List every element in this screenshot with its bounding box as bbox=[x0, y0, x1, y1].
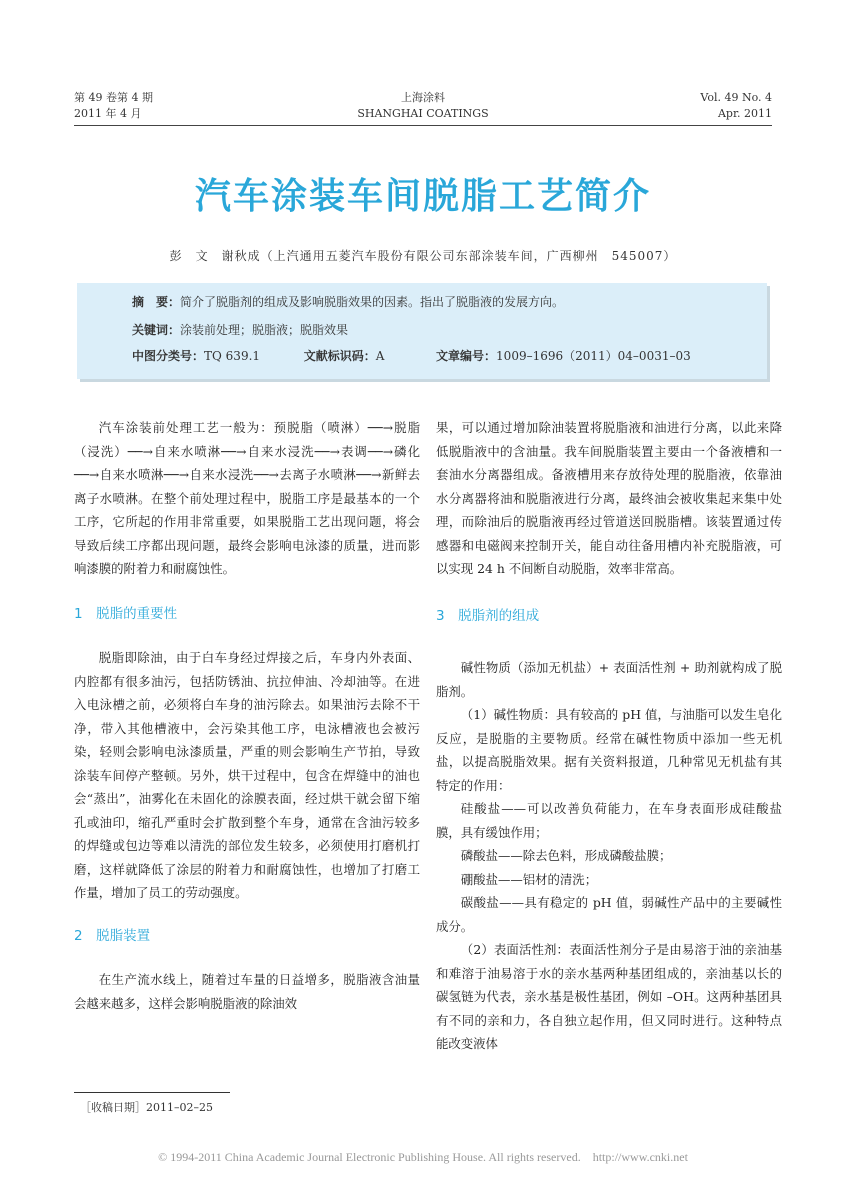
abstract-box bbox=[77, 283, 767, 379]
clc-label: 中图分类号： bbox=[132, 349, 205, 363]
body-paragraph: 果，可以通过增加除油装置将脱脂液和油进行分离，以此来降低脱脂液中的含油量。我车间脱脂装置主要由一个备液槽和一套油水分离器组成。备液槽用来存放待处理的脱脂液，依靠油水分离器将油和脱脂液进行分离，最终油会被收集起来集中处理，而除油后的脱脂液再经过管道送回脱脂槽。该装置通过传感器和电磁阀来控制开关，能自动往备用槽内补充脱脂液，可以实现 24 h 不间断自动脱脂，效率非常高。 bbox=[436, 420, 782, 576]
classification-line bbox=[132, 347, 691, 364]
abstract-line bbox=[132, 293, 564, 310]
journal-name-cn: 上海涂料 bbox=[401, 91, 445, 104]
section-heading: 2 脱脂装置 bbox=[74, 927, 151, 944]
abstract-label: 摘 要： bbox=[132, 295, 181, 309]
article-number-value: 1009–1696（2011）04–0031–03 bbox=[496, 349, 691, 363]
abstract-text: 简介了脱脂剂的组成及影响脱脂效果的因素。指出了脱脂液的发展方向。 bbox=[180, 295, 565, 309]
right-column bbox=[436, 416, 782, 1056]
list-item: 碳酸盐——具有稳定的 pH 值，弱碱性产品中的主要碱性成分。 bbox=[436, 895, 782, 934]
copyright-notice: © 1994-2011 China Academic Journal Electronic Publishing House. All rights reserved. http://www.cnki.net bbox=[158, 1150, 688, 1164]
article-number-label: 文章编号： bbox=[436, 349, 497, 363]
journal-issue-en bbox=[700, 90, 772, 122]
list-item: 磷酸盐——除去色料，形成磷酸盐膜； bbox=[460, 848, 672, 863]
keywords-line bbox=[132, 321, 348, 338]
volume-issue-en: Vol. 49 No. 4 bbox=[700, 91, 772, 104]
section-heading: 1 脱脂的重要性 bbox=[74, 605, 178, 622]
list-item: （1）碱性物质：具有较高的 pH 值，与油脂可以发生皂化反应，是脱脂的主要物质。经常在碱性物质中添加一些无机盐，以提高脱脂效果。据有关资料报道，几种常见无机盐有其特定的作用： bbox=[436, 707, 782, 793]
keywords-label: 关键词： bbox=[132, 323, 181, 337]
list-item: 硅酸盐——可以改善负荷能力，在车身表面形成硅酸盐膜，具有缓蚀作用； bbox=[436, 801, 782, 840]
body-paragraph: 在生产流水线上，随着过车量的日益增多，脱脂液含油量会越来越多，这样会影响脱脂液的除油效 bbox=[74, 972, 420, 1011]
paper-title: 汽车涂装车间脱脂工艺简介 bbox=[194, 176, 651, 217]
left-column bbox=[74, 416, 420, 1015]
clc-value: TQ 639.1 bbox=[204, 349, 261, 363]
body-paragraph: 碱性物质（添加无机盐）+ 表面活性剂 + 助剂就构成了脱脂剂。 bbox=[436, 660, 782, 699]
issue-date: 2011 年 4 月 bbox=[74, 107, 142, 120]
body-paragraph: 脱脂即除油，由于白车身经过焊接之后，车身内外表面、内腔都有很多油污，包括防锈油、抗拉伸油、冷却油等。在进入电泳槽之前，必须将白车身的油污除去。如果油污去除不干净，带入其他槽液中，会污染其他工序，电泳槽液也会被污染，轻则会影响电泳漆质量，严重的则会影响生产节拍，导致涂装车间停产整顿。另外，烘干过程中，包含在焊缝中的油也会“蒸出”，油雾化在未固化的涂膜表面，经过烘干就会留下缩孔或油印，缩孔严重时会扩散到整个车身，通常在含油污较多的焊缝或包边等难以清洗的部位发生较多，必须使用打磨机打磨，这样就降低了涂层的附着力和耐腐蚀性，也增加了打磨工作量，增加了员工的劳动强度。 bbox=[74, 650, 420, 900]
authors-affiliation: 彭 文 谢秋成（上汽通用五菱汽车股份有限公司东部涂装车间，广西柳州 545007） bbox=[169, 249, 677, 263]
intro-paragraph: 汽车涂装前处理工艺一般为：预脱脂（喷淋）──→脱脂（浸洗）──→自来水喷淋──→自来水浸洗──→表调──→磷化──→自来水喷淋──→自来水浸洗──→去离子水喷淋──→新鲜去离子水喷淋。在整个前处理过程中，脱脂工序是最基本的一个工序，它所起的作用非常重要，如果脱脂工艺出现问题，将会导致后续工序都出现问题，最终会影响电泳漆的质量，进而影响漆膜的附着力和耐腐蚀性。 bbox=[74, 420, 420, 576]
header-divider bbox=[74, 125, 772, 126]
section-heading: 3 脱脂剂的组成 bbox=[436, 607, 540, 624]
journal-name-en: SHANGHAI COATINGS bbox=[357, 107, 489, 120]
doc-code-label: 文献标识码： bbox=[303, 349, 376, 363]
list-item: （2）表面活性剂：表面活性剂分子是由易溶于油的亲油基和难溶于油易溶于水的亲水基两种基团组成的，亲油基以长的碳氢链为代表，亲水基是极性基团，例如 –OH。这两种基团具有不同的亲和力，各自独立起作用，但又同时进行。这种特点能改变液体 bbox=[436, 942, 782, 1051]
footnote-divider bbox=[74, 1092, 230, 1093]
volume-issue: 第 49 卷第 4 期 bbox=[74, 91, 153, 104]
list-item: 硼酸盐——铝材的清洗； bbox=[460, 871, 598, 887]
received-date: ［收稿日期］2011–02–25 bbox=[80, 1101, 213, 1114]
keywords-text: 涂装前处理；脱脂液；脱脂效果 bbox=[180, 323, 349, 337]
doc-code-value: A bbox=[375, 349, 385, 363]
issue-date-en: Apr. 2011 bbox=[717, 107, 772, 120]
